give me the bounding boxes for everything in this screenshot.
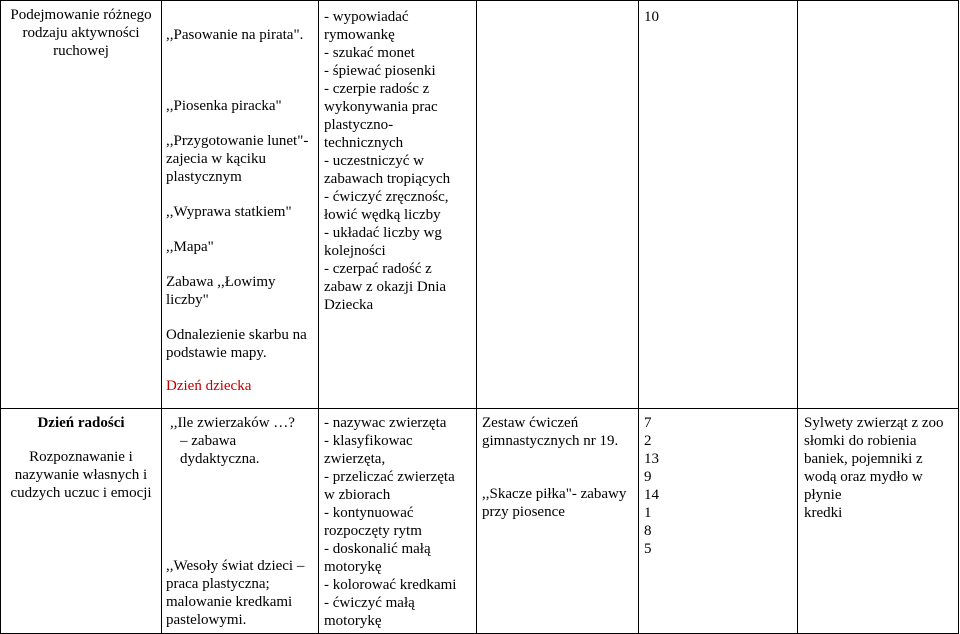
row2-material-line: baniek, pojemniki z (804, 451, 923, 467)
row1-number-cell (644, 8, 794, 26)
table-border (0, 0, 1, 634)
row2-number: 5 (644, 541, 652, 557)
row1-topic-line: liczby" (166, 292, 209, 308)
row1-goal-line: rymowankę (324, 27, 395, 43)
table-border (797, 0, 798, 634)
row1-topic-line: zajecia w kąciku (166, 151, 266, 167)
table-border (638, 0, 639, 634)
row1-goal-line: - czerpie radośc z (324, 81, 430, 97)
row2-topic-line (166, 557, 316, 575)
row1-domain-line: ruchowej (53, 43, 109, 59)
table-border (958, 0, 959, 634)
row2-exercise-line: przy piosence (482, 504, 565, 520)
row1-topic-line: ,,Wyprawa statkiem" (166, 204, 292, 220)
row2-goal-line: - klasyfikowac (324, 433, 413, 449)
row2-goal-line: - ćwiczyć małą (324, 595, 415, 611)
row1-topics-cell (166, 26, 316, 395)
row2-topic-line: pastelowymi. (166, 612, 247, 628)
row1-topic-line: podstawie mapy. (166, 345, 267, 361)
row2-domain-line: cudzych uczuc i emocji (10, 485, 152, 501)
table-border (476, 0, 477, 634)
table-border (318, 0, 319, 634)
dash: – (296, 558, 305, 574)
row1-topic-line: Zabawa ,,Łowimy (166, 274, 276, 290)
row1-goal-line: zabawach tropiących (324, 171, 451, 187)
row2-topic-line: praca plastyczna; (166, 576, 270, 592)
row2-material-line: płynie (804, 487, 842, 503)
row2-material-line: kredki (804, 505, 843, 521)
row1-topic-line: Odnalezienie skarbu na (166, 327, 307, 343)
row1-goal-line: łowić wędką liczby (324, 207, 441, 223)
dash: – (180, 433, 188, 449)
row2-goal-line: rozpoczęty rytm (324, 523, 422, 539)
table-border (0, 408, 959, 409)
row1-goal-line: wykonywania prac (324, 99, 438, 115)
row1-topic-line: ,,Piosenka piracka" (166, 98, 282, 114)
row1-goal-line: - układać liczby wg (324, 225, 442, 241)
row2-goal-line: - kolorować kredkami (324, 577, 457, 593)
row2-materials-cell (804, 414, 957, 522)
row2-domain-line: Rozpoznawanie i (29, 449, 133, 465)
row1-goal-line: technicznych (324, 135, 404, 151)
row2-material-line: wodą oraz mydło w (804, 469, 923, 485)
row1-topic-line: ,,Przygotowanie lunet"- (166, 133, 309, 149)
row1-goal-line: - wypowiadać (324, 9, 409, 25)
row1-goal-line: zabaw z okazji Dnia (324, 279, 447, 295)
row1-domain-line: rodzaju aktywności (22, 25, 140, 41)
row2-number: 1 (644, 505, 652, 521)
row2-material-line: słomki do robienia (804, 433, 917, 449)
row2-domain-title: Dzień radości (37, 415, 125, 431)
row2-number: 2 (644, 433, 652, 449)
row2-goal-line: zwierzęta, (324, 451, 386, 467)
row2-exercise-line: Zestaw ćwiczeń (482, 415, 579, 431)
row1-topic-line: ,,Mapa" (166, 239, 214, 255)
row1-topic-line: plastycznym (166, 169, 242, 185)
row2-number: 14 (644, 487, 659, 503)
row2-topic-text: zabawa dydaktyczna. (180, 433, 260, 467)
row2-topic-line: ,,Ile zwierzaków …? (170, 415, 295, 431)
row1-goal-line: - czerpać radość z (324, 261, 432, 277)
row2-goal-line: - nazywac zwierzęta (324, 415, 447, 431)
row2-goal-line: w zbiorach (324, 487, 391, 503)
row2-topic-line (166, 432, 316, 468)
row2-goal-line: - doskonalić małą (324, 541, 431, 557)
row1-domain-line: Podejmowanie różnego (10, 7, 152, 23)
row2-goal-line: - kontynuować (324, 505, 414, 521)
row1-goal-line: plastyczno- (324, 117, 394, 133)
row2-goal-line: - przeliczać zwierzęta (324, 469, 455, 485)
row2-material-line: Sylwety zwierząt z zoo (804, 415, 944, 431)
row2-number: 8 (644, 523, 652, 539)
row1-number: 10 (644, 9, 659, 25)
row2-topics-cell (166, 414, 316, 629)
row1-goal-line: - ćwiczyć zręcznośc, (324, 189, 449, 205)
row2-goal-line: motorykę (324, 559, 382, 575)
row2-goals-cell (324, 414, 474, 630)
row2-number: 13 (644, 451, 659, 467)
row1-domain-cell (2, 6, 160, 60)
row1-topic-line: ,,Pasowanie na pirata". (166, 27, 304, 43)
day-label: Dzień dziecka (166, 378, 252, 394)
row2-domain-line: nazywanie własnych i (14, 467, 148, 483)
row1-goals-cell (324, 8, 474, 314)
row2-numbers-cell (644, 414, 794, 558)
row1-goal-line: Dziecka (324, 297, 374, 313)
row2-exercise-line: ,,Skacze piłka"- zabawy (482, 486, 627, 502)
row2-goal-line: motorykę (324, 613, 382, 629)
row1-goal-line: kolejności (324, 243, 386, 259)
row1-goal-line: - śpiewać piosenki (324, 63, 436, 79)
row2-topic-text: ,,Wesoły świat dzieci (166, 558, 294, 574)
row2-number: 9 (644, 469, 652, 485)
row1-goal-line: - uczestniczyć w (324, 153, 424, 169)
row2-topic-line: malowanie kredkami (166, 594, 293, 610)
row2-number: 7 (644, 415, 652, 431)
row1-goal-line: - szukać monet (324, 45, 415, 61)
table-border (161, 0, 162, 634)
row2-domain-cell (2, 414, 160, 502)
table-border (0, 0, 959, 1)
row2-exercise-line: gimnastycznych nr 19. (482, 433, 619, 449)
row2-exercises-cell (482, 414, 637, 521)
